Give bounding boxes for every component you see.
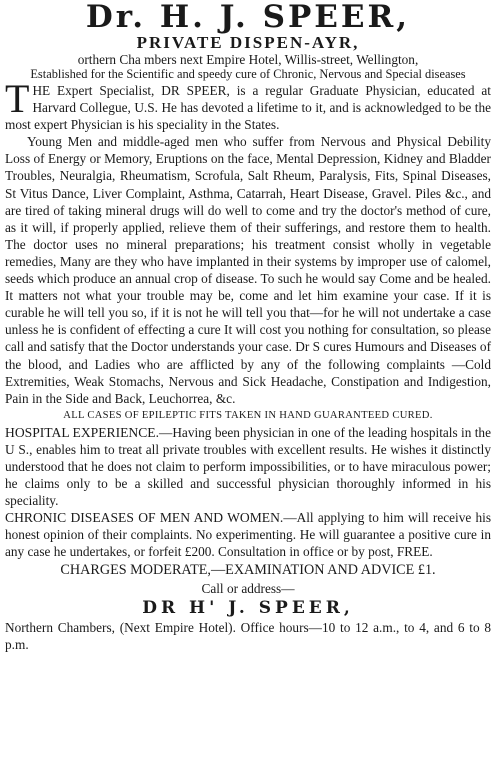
intro-paragraph bbox=[5, 76, 491, 133]
ad-address: orthern Cha mbers next Empire Hotel, Willis-street, Wellington, bbox=[77, 52, 419, 67]
chronic-text: —All applying to him will receive his honest opinion of their complaints. No experimenting. He will guarantee a positive cure in any case he undertakes, or forfeit £200. Consultation in office or by post, FREE. bbox=[5, 510, 491, 560]
chronic-paragraph bbox=[5, 509, 491, 560]
ad-title: Dr. H. J. SPEER, bbox=[85, 0, 411, 35]
hospital-paragraph bbox=[5, 424, 491, 509]
chronic-heading: CHRONIC DISEASES OF MEN AND WOMEN. bbox=[5, 510, 284, 526]
ad-established: Established for the Scientific and speedy cure of Chronic, Nervous and Special diseases bbox=[30, 67, 466, 81]
symptoms-paragraph: Young Men and middle-aged men who suffer from Nervous and Physical Debility Loss of Energy or Memory, Eruptions on the face, Mental Depression, Kidney and Bladder Troubles, Neuralgia, Rheumatism, Scrofula, Salt Rheum, Paralysis, Fits, Spinal Diseases, St Vitus Dance, Liver Complaint, Asthma, Catarrah, Heart Disease, Gravel. Piles &c., and are tired of taking mineral drugs will do well to come and try the doctor's method of cure, as it will, if properly applied, relieve them of their sufferings, and restore them to health. The doctor uses no mineral preparations; his treatment consist wholly in vegetable remedies, Many are they who have implanted in their systems by improper use of calomel, seeds which produce an annual crop of disease. To such he would say Come and be healed. It matters not what your trouble may be, come and let him examine your case. If it is curable he will tell you so, if it is not he will tell you that—for he will not undertake a case unless he is confident of effecting a cure It will cost you nothing for consultation, so please call and satisfy that the Doctor understands your case. Dr S cures Humours and Diseases of the blood, and Ladies who are afflicted by any of the following complaints —Cold Extremities, Weak Stomachs, Nervous and Sick Headache, Constipation and Indigestion, Pain in the Side and Back, Leuchorrea, &c. bbox=[5, 134, 491, 406]
epileptic-notice: ALL CASES OF EPILEPTIC FITS TAKEN IN HAND GUARANTEED CURED. bbox=[63, 409, 433, 421]
intro-text: HE Expert Specialist, DR SPEER, is a regular Graduate Physician, educated at Harvard Collegue, U.S. He has devoted a lifetime to it, and is acknowledged to be the most expert Physician is his speciality in the States. bbox=[5, 83, 491, 133]
drop-cap: T bbox=[5, 76, 30, 121]
signature: DR H' J. SPEER, bbox=[142, 597, 354, 618]
footer-address: Northern Chambers, (Next Empire Hotel). Office hours—10 to 12 a.m., to 4, and 6 to 8 p.m. bbox=[5, 619, 491, 653]
hospital-text: —Having been physician in one of the leading hospitals in the U S., enables him to treat all private troubles with excellent results. He wishes it distinctly understood that he does not claim to perform impossibilities, or to have miraculous power; he claims only to be a skilled and successful physician thoroughly informed in his speciality. bbox=[5, 424, 491, 509]
charges-line: CHARGES MODERATE,—EXAMINATION AND ADVICE £1. bbox=[60, 561, 436, 578]
ad-subtitle: PRIVATE DISPEN-AYR, bbox=[136, 33, 360, 52]
call-line: Call or address— bbox=[201, 580, 295, 596]
hospital-heading: HOSPITAL EXPERIENCE. bbox=[5, 424, 160, 440]
